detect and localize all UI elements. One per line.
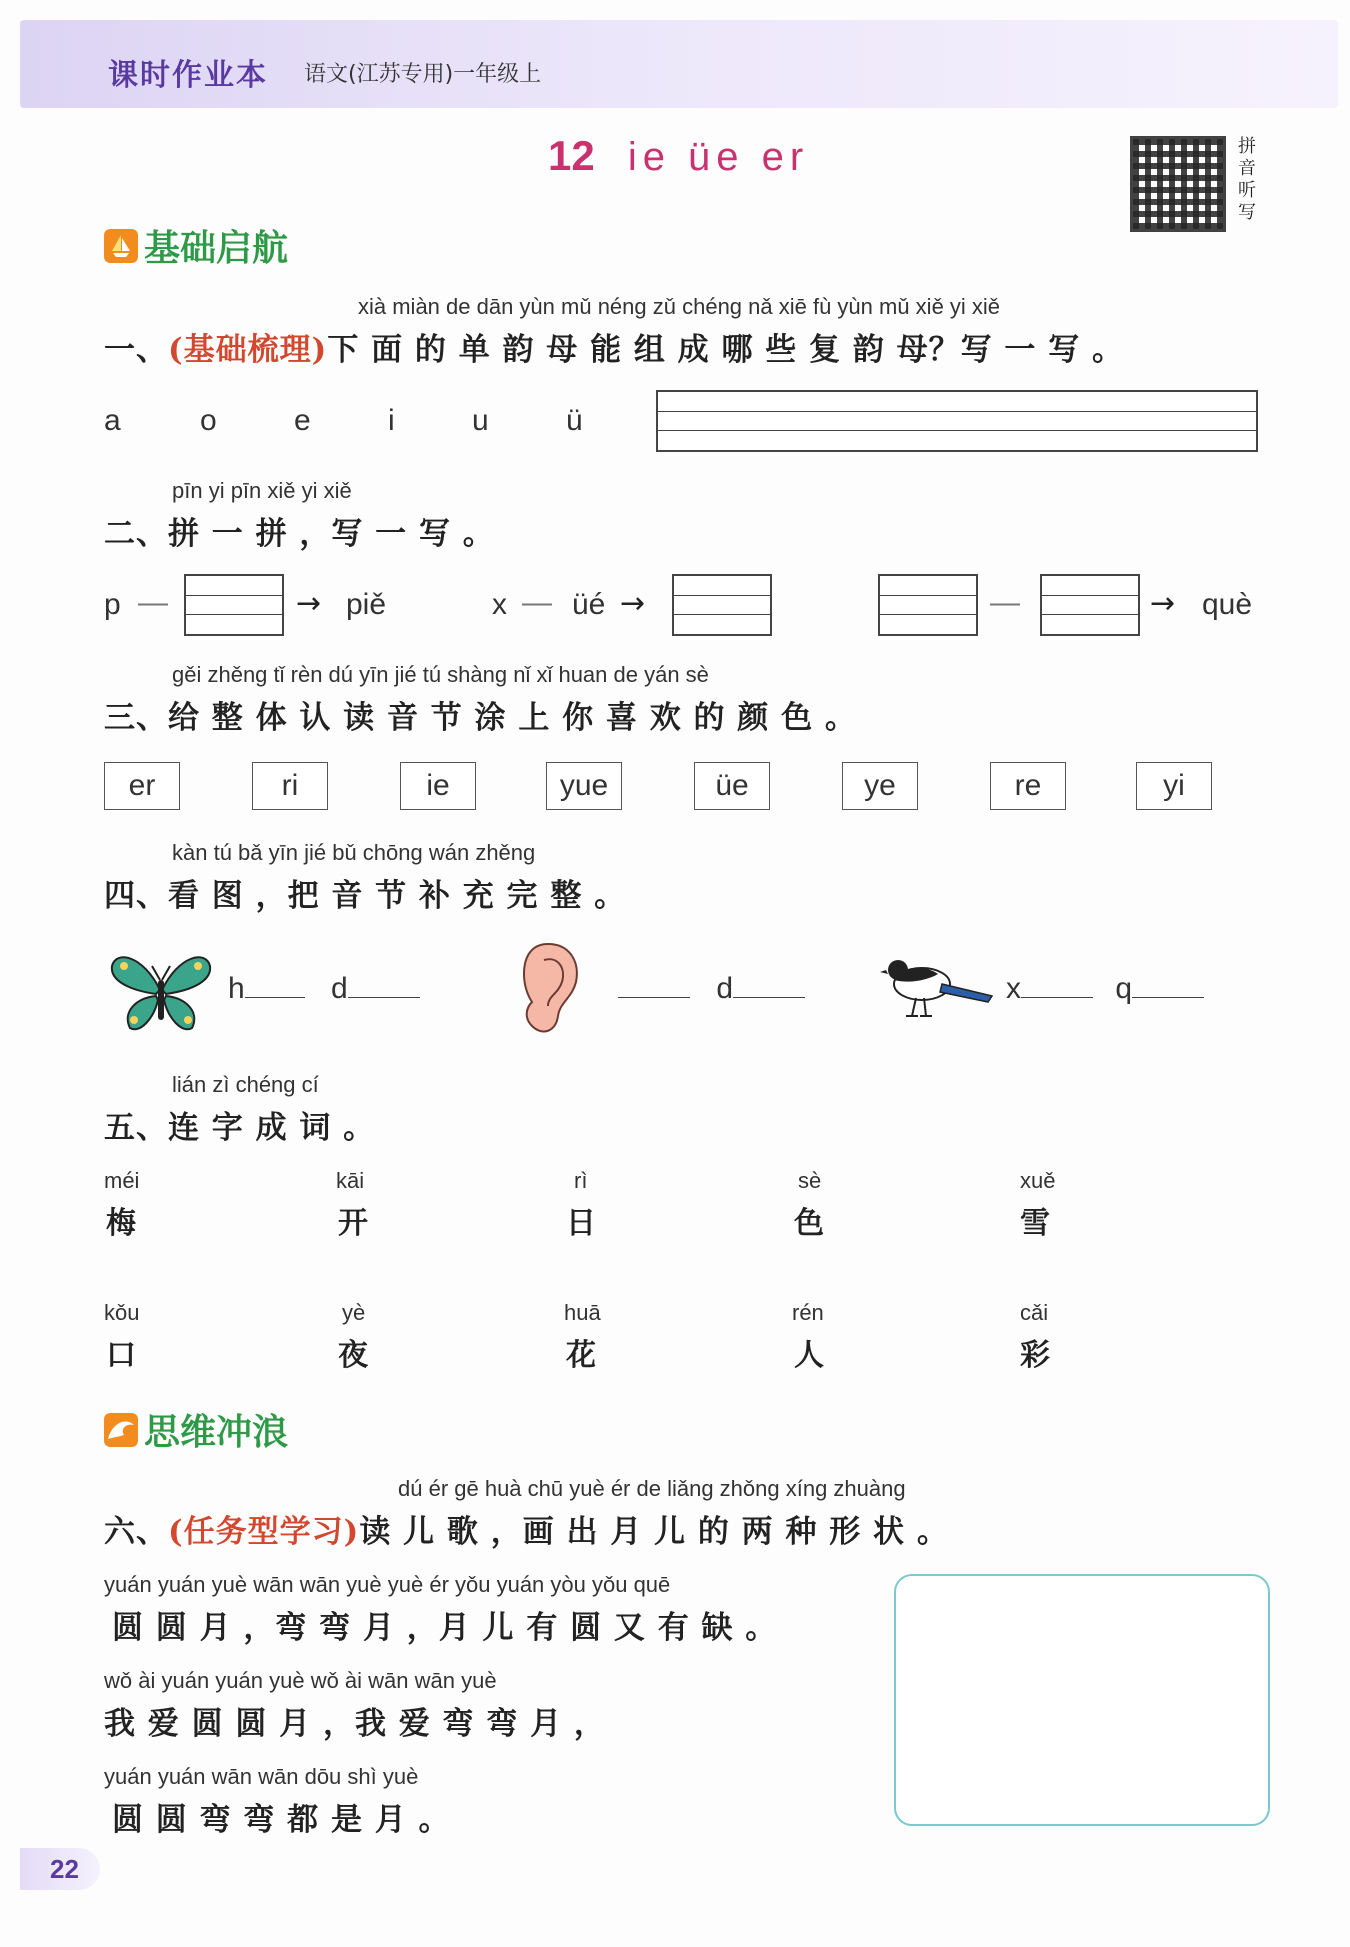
char-hanzi[interactable]: 彩 xyxy=(1020,1338,1050,1373)
blank-line[interactable] xyxy=(348,997,420,998)
q2-dash: — xyxy=(138,586,168,619)
char-hanzi[interactable]: 开 xyxy=(338,1206,368,1241)
poem-pinyin: yuán yuán wān wān dōu shì yuè xyxy=(104,1764,419,1789)
q4-item3: x q xyxy=(1006,972,1204,1006)
q2-text: 拼 一 拼 ，写 一 写 。 xyxy=(168,516,495,552)
q1-text: 下 面 的 单 韵 母 能 组 成 哪 些 复 韵 母？写 一 写 。 xyxy=(327,332,1125,368)
q2-question xyxy=(104,508,495,553)
drawing-area[interactable] xyxy=(894,1574,1270,1826)
q6-tag: (任务型学习) xyxy=(168,1514,360,1550)
q5-pinyin: lián zì chéng cí xyxy=(172,1072,319,1097)
syllable-box[interactable]: üe xyxy=(694,762,770,810)
char-hanzi[interactable]: 夜 xyxy=(338,1338,368,1373)
ear-icon xyxy=(518,940,582,1038)
syllable-box[interactable]: ie xyxy=(400,762,476,810)
blank-line[interactable] xyxy=(1021,997,1093,998)
q4-number: 四、 xyxy=(104,878,168,914)
char-hanzi[interactable]: 人 xyxy=(794,1338,824,1373)
q6-pinyin: dú ér gē huà chū yuè ér de liǎng zhǒng xíng zhuàng xyxy=(398,1476,906,1501)
syllable-box[interactable]: yue xyxy=(546,762,622,810)
butterfly-icon xyxy=(108,950,214,1036)
q5-number: 五、 xyxy=(104,1110,168,1146)
q3-question xyxy=(104,692,857,737)
q1-letter: ü xyxy=(566,404,583,437)
q6-number: 六、 xyxy=(104,1514,168,1550)
poem-line: 圆 圆 月 ，弯 弯 月 ，月 儿 有 圆 又 有 缺 。 xyxy=(112,1610,778,1646)
q2-answer-box[interactable] xyxy=(672,574,772,636)
section-thinking-header xyxy=(104,1404,288,1455)
char-pinyin: cǎi xyxy=(1020,1300,1049,1325)
q6-question xyxy=(104,1506,949,1551)
syllable-box[interactable]: ye xyxy=(842,762,918,810)
q2-result-pie: piě xyxy=(346,588,387,621)
q2-pinyin: pīn yi pīn xiě yi xiě xyxy=(172,478,352,503)
q2-answer-box[interactable] xyxy=(878,574,978,636)
q1-answer-lines[interactable] xyxy=(656,390,1258,452)
q4-item2: d xyxy=(618,972,805,1006)
q2-result-que: què xyxy=(1202,588,1253,621)
poem-line: 我 爱 圆 圆 月 ，我 爱 弯 弯 月 ， xyxy=(104,1706,606,1742)
char-pinyin: rì xyxy=(574,1168,588,1193)
char-hanzi[interactable]: 梅 xyxy=(106,1206,136,1241)
q4-text: 看 图 ，把 音 节 补 充 完 整 。 xyxy=(168,878,627,914)
char-pinyin: kǒu xyxy=(104,1300,140,1325)
char-pinyin: rén xyxy=(792,1300,824,1325)
q2-initial-x: x xyxy=(492,588,507,621)
lesson-number: 12 xyxy=(548,132,595,179)
q5-text: 连 字 成 词 。 xyxy=(168,1110,376,1146)
poem-pinyin: yuán yuán yuè wān wān yuè yuè ér yǒu yuán yòu yǒu quē xyxy=(104,1572,671,1597)
lesson-finals: ie üe er xyxy=(627,135,810,179)
q1-letter: i xyxy=(388,404,395,437)
char-hanzi[interactable]: 雪 xyxy=(1020,1206,1050,1241)
lesson-title xyxy=(548,132,809,180)
qr-label: 拼音听写 xyxy=(1238,136,1256,223)
char-hanzi[interactable]: 色 xyxy=(794,1206,824,1241)
q4-pinyin: kàn tú bǎ yīn jié bǔ chōng wán zhěng xyxy=(172,840,536,865)
q1-letter: o xyxy=(200,404,217,437)
arrow-right-icon: → xyxy=(1150,586,1176,621)
page-number: 22 xyxy=(20,1848,100,1890)
q1-question xyxy=(104,324,1124,369)
q2-initial-p: p xyxy=(104,588,121,621)
char-pinyin: xuě xyxy=(1020,1168,1056,1193)
syllable-box[interactable]: ri xyxy=(252,762,328,810)
arrow-right-icon: → xyxy=(620,586,646,621)
q2-dash: — xyxy=(522,586,552,619)
blank-line[interactable] xyxy=(1132,997,1204,998)
syllable-box[interactable]: yi xyxy=(1136,762,1212,810)
blank-line[interactable] xyxy=(618,997,690,998)
subject-title: 语文(江苏专用)一年级上 xyxy=(304,62,542,87)
q6-text: 读 儿 歌 ，画 出 月 儿 的 两 种 形 状 。 xyxy=(359,1514,949,1550)
q1-tag: (基础梳理) xyxy=(168,332,328,368)
q2-answer-box[interactable] xyxy=(184,574,284,636)
arrow-right-icon: → xyxy=(296,586,322,621)
poem-pinyin: wǒ ài yuán yuán yuè wǒ ài wān wān yuè xyxy=(104,1668,497,1693)
q2-final-ue: üé xyxy=(572,588,606,621)
q2-number: 二、 xyxy=(104,516,168,552)
q3-text: 给 整 体 认 读 音 节 涂 上 你 喜 欢 的 颜 色 。 xyxy=(168,700,857,736)
q2-answer-box[interactable] xyxy=(1040,574,1140,636)
q2-dash: — xyxy=(990,586,1020,619)
magpie-icon xyxy=(880,950,996,1032)
char-pinyin: méi xyxy=(104,1168,140,1193)
q1-letter: e xyxy=(294,404,311,437)
blank-line[interactable] xyxy=(245,997,305,998)
brand-title: 课时作业本 xyxy=(108,58,268,93)
char-hanzi[interactable]: 花 xyxy=(566,1338,596,1373)
section-basic-header xyxy=(104,220,288,271)
wave-icon xyxy=(104,1413,138,1447)
q5-question xyxy=(104,1102,375,1147)
q4-item1: h d xyxy=(228,972,420,1006)
char-pinyin: yè xyxy=(342,1300,366,1325)
sailing-icon xyxy=(104,229,138,263)
section-title: 基础启航 xyxy=(144,228,289,269)
char-pinyin: huā xyxy=(564,1300,601,1325)
poem-line: 圆 圆 弯 弯 都 是 月 。 xyxy=(112,1802,451,1838)
syllable-box[interactable]: er xyxy=(104,762,180,810)
q1-letter: u xyxy=(472,404,489,437)
q4-question xyxy=(104,870,626,915)
char-pinyin: sè xyxy=(798,1168,822,1193)
qr-code-icon[interactable] xyxy=(1130,136,1226,232)
syllable-box[interactable]: re xyxy=(990,762,1066,810)
char-pinyin: kāi xyxy=(336,1168,365,1193)
q3-number: 三、 xyxy=(104,700,168,736)
q1-pinyin: xià miàn de dān yùn mǔ néng zǔ chéng nǎ xiē fù yùn mǔ xiě yi xiě xyxy=(358,294,1001,319)
q1-number: 一、 xyxy=(104,332,168,368)
q3-pinyin: gěi zhěng tǐ rèn dú yīn jié tú shàng nǐ xǐ huan de yán sè xyxy=(172,662,709,687)
char-hanzi[interactable]: 口 xyxy=(106,1338,136,1373)
q1-letter: a xyxy=(104,404,121,437)
char-hanzi[interactable]: 日 xyxy=(566,1206,596,1241)
section-title: 思维冲浪 xyxy=(144,1412,289,1453)
blank-line[interactable] xyxy=(733,997,805,998)
